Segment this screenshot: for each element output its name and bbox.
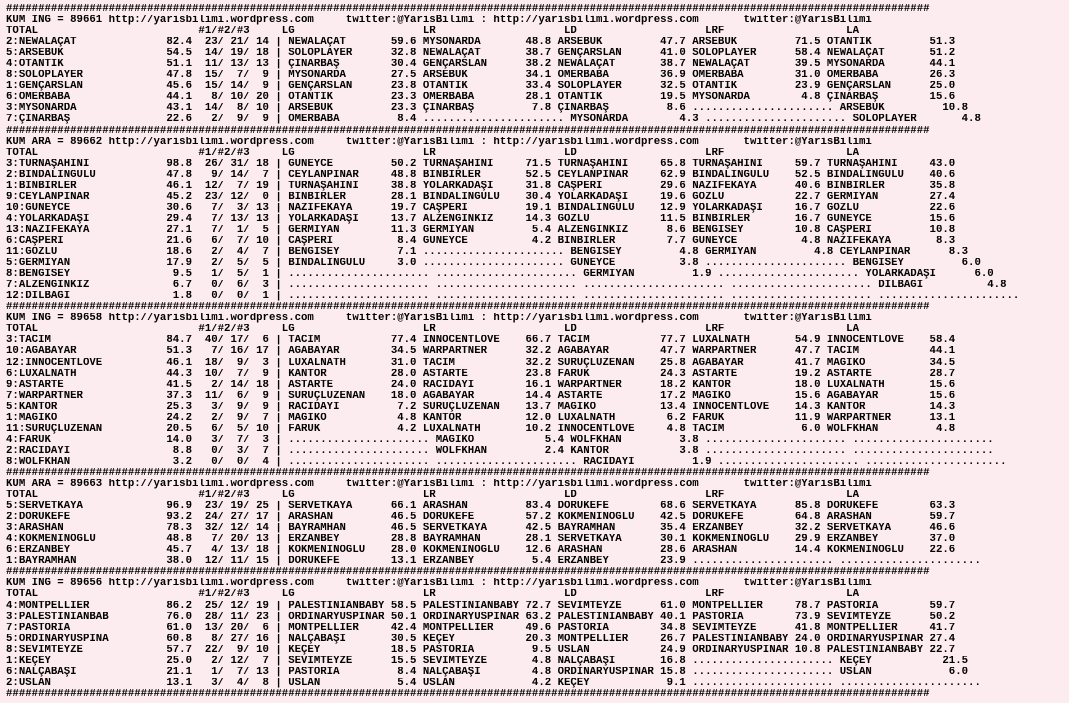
horse-row-line: 7:PASTORIA 61.0 13/ 20/ 6 | MONTPELLIER 42.4 MONTPELLIER 49.6 PASTORIA 34.8 SEVİMTEYZE 41.8 MONTPELLIER 41.7	[6, 622, 956, 634]
race-header-line: KUM ING = 89656 http://yarisbilimi.wordpress.com twitter:@YarisBilimi : http://yarisbilimi.wordpress.com twitter:@YarisBilimi	[6, 578, 872, 590]
horse-row-line: 12:DİLBAĞI 1.8 0/ 0/ 1 | ...................... ...................... ...................... ...................... ......................	[6, 291, 1020, 303]
horse-row-line: 4:FARUK 14.0 3/ 7/ 3 | ...................... MAGIKO 5.4 WOLFKHAN 3.8 ...................... ......................	[6, 434, 994, 446]
horse-row-line: 7:WARPARTNER 37.3 11/ 6/ 9 | SURUÇLUZENAN 18.0 AĞABAYAR 14.4 ASTARTE 17.2 MAGIKO 15.6 AĞABAYAR 15.6	[6, 390, 956, 402]
separator-line: ################################################################################################################################################	[6, 125, 930, 137]
column-header-line: TOTAL #1/#2/#3 LG LR LD LRF LA	[6, 324, 860, 336]
column-header-line: TOTAL #1/#2/#3 LG LR LD LRF LA	[6, 147, 860, 159]
horse-row-line: 8:SOLOPLAYER 47.8 15/ 7/ 9 | MYSONARDA 27.5 ARSEBÜK 34.1 ÖMERBABA 36.9 ÖMERBABA 31.0 ÖMERBABA 26.3	[6, 70, 956, 82]
horse-row-line: 10:GÜNEYCE 30.6 7/ 3/ 13 | NAZİFEKAYA 19.7 CAŞPERİ 19.1 BİNDALINGÜLÜ 12.9 YOLARKADAŞI 16.7 GÖZLÜ 22.6	[6, 202, 956, 214]
horse-row-line: 1:KEÇEY 25.0 2/ 12/ 7 | SEVİMTEYZE 15.5 SEVİMTEYZE 4.8 NALÇABAŞI 16.8 ...................... KEÇEY 21.5	[6, 655, 969, 667]
horse-row-line: 1:MAGIKO 24.2 2/ 9/ 7 | MAGIKO 4.8 KANTOR 12.0 LUXALNATH 6.2 FARUK 11.9 WARPARTNER 13.1	[6, 412, 956, 424]
horse-row-line: 11:GÖZLÜ 18.6 2/ 4/ 7 | BENGİSEY 7.1 ...................... BENGİSEY 4.8 GERMİYAN 4.8 CEYLANPINAR 8.3	[6, 247, 969, 259]
horse-row-line: 2:NEWALAÇAT 82.4 23/ 21/ 14 | NEWALAÇAT 59.6 MYSONARDA 48.8 ARSEBÜK 47.7 ARSEBÜK 71.5 OTANTİK 51.3	[6, 37, 956, 49]
horse-row-line: 2:BİNDALINGÜLÜ 47.8 9/ 14/ 7 | CEYLANPINAR 48.8 BİNBİRLER 52.5 CEYLANPINAR 62.9 BİNDALINGÜLÜ 52.5 BİNDALINGÜLÜ 40.6	[6, 169, 956, 181]
horse-row-line: 3:MYSONARDA 43.1 14/ 8/ 10 | ARSEBÜK 23.3 ÇINARBAŞ 7.8 ÇINARBAŞ 8.6 ...................... ARSEBÜK 10.8	[6, 103, 969, 115]
race-header-line: KUM ING = 89658 http://yarisbilimi.wordpress.com twitter:@YarisBilimi : http://yarisbilimi.wordpress.com twitter:@YarisBilimi	[6, 313, 872, 325]
separator-line: ################################################################################################################################################	[6, 467, 930, 479]
horse-row-line: 7:ÇINARBAŞ 22.6 2/ 9/ 9 | ÖMERBABA 8.4 ...................... MYSONARDA 4.3 ...................... SOLOPLAYER 4.8	[6, 114, 981, 126]
horse-row-line: 6:CAŞPERİ 21.6 6/ 7/ 10 | CAŞPERİ 8.4 GÜNEYCE 4.2 BİNBİRLER 7.7 GÜNEYCE 4.8 NAZİFEKAYA 8.3	[6, 235, 956, 247]
column-header-line: TOTAL #1/#2/#3 LG LR LD LRF LA	[6, 490, 860, 502]
horse-row-line: 9:ASTARTE 41.5 2/ 14/ 18 | ASTARTE 24.0 RACIDAYI 16.1 WARPARTNER 18.2 KANTOR 18.0 LUXALNATH 15.6	[6, 379, 956, 391]
horse-row-line: 1:BİNBİRLER 46.1 12/ 7/ 19 | TURNAŞAHİNİ 38.8 YOLARKADAŞI 31.8 CAŞPERİ 29.6 NAZİFEKAYA 40.6 BİNBİRLER 35.8	[6, 180, 956, 192]
horse-row-line: 3:TURNAŞAHİNİ 98.8 26/ 31/ 18 | GÜNEYCE 50.2 TURNAŞAHİNİ 71.5 TURNAŞAHİNİ 65.8 TURNAŞAHİNİ 59.7 TURNAŞAHİNİ 43.0	[6, 158, 956, 170]
horse-row-line: 7:ALZENGİNKIZ 6.7 0/ 6/ 3 | ...................... ...................... ...................... ...................... DİLBAĞI 4.8	[6, 280, 1007, 292]
horse-row-line: 6:ERZANBEY 45.7 4/ 13/ 18 | KÖKMENİNOĞLU 28.0 KÖKMENİNOĞLU 12.6 ARASHAN 28.6 ARASHAN 14.4 KÖKMENİNOĞLU 22.6	[6, 545, 956, 557]
separator-line: ################################################################################################################################################	[6, 688, 930, 700]
horse-row-line: 4:YOLARKADAŞI 29.4 7/ 13/ 13 | YOLARKADAŞI 13.7 ALZENGİNKIZ 14.3 GÖZLÜ 11.5 BİNBİRLER 16.7 GÜNEYCE 15.6	[6, 213, 956, 225]
column-header-line: TOTAL #1/#2/#3 LG LR LD LRF LA	[6, 26, 860, 38]
horse-row-line: 4:MONTPELLIER 86.2 25/ 12/ 19 | PALESTINIANBABY 58.5 PALESTINIANBABY 72.7 SEVİMTEYZE 61.0 MONTPELLIER 78.7 PASTORIA 59.7	[6, 600, 956, 612]
horse-row-line: 1:GENÇARSLAN 45.6 15/ 14/ 9 | GENÇARSLAN 23.8 OTANTİK 33.4 SOLOPLAYER 32.5 OTANTİK 23.9 GENÇARSLAN 25.0	[6, 81, 956, 93]
horse-row-line: 8:WOLFKHAN 3.2 0/ 0/ 4 | ...................... ...................... RACIDAYI 1.9 ...................... ......................	[6, 456, 1007, 468]
horse-row-line: 6:ÖMERBABA 44.1 8/ 10/ 20 | OTANTİK 23.3 ÖMERBABA 28.1 OTANTİK 19.5 MYSONARDA 4.8 ÇINARBAŞ 15.6	[6, 92, 956, 104]
horse-row-line: 5:SERVETKAYA 96.9 23/ 19/ 25 | SERVETKAYA 66.1 ARASHAN 83.4 DORUKEFE 68.6 SERVETKAYA 85.8 DORUKEFE 63.3	[6, 501, 956, 513]
horse-row-line: 1:BAYRAMHAN 38.0 12/ 11/ 15 | DORUKEFE 13.1 ERZANBEY 5.4 ERZANBEY 23.9 ...................... ......................	[6, 556, 981, 568]
horse-row-line: 2:DORUKEFE 93.2 24/ 27/ 17 | ARASHAN 46.5 DORUKEFE 57.2 KÖKMENİNOĞLU 42.5 DORUKEFE 64.8 ARASHAN 59.7	[6, 512, 956, 524]
separator-line: ################################################################################################################################################	[6, 302, 930, 314]
horse-row-line: 8:SEVİMTEYZE 57.7 22/ 9/ 10 | KEÇEY 18.5 PASTORIA 9.5 USLAN 24.9 ORDİNARYÜSPINAR 10.8 PALESTINIANBABY 22.7	[6, 644, 956, 656]
separator-line: ################################################################################################################################################	[6, 567, 930, 579]
horse-row-line: 3:PALESTINIANBAB 76.0 28/ 11/ 23 | ORDİNARYÜSPINAR 50.1 ORDİNARYÜSPINAR 63.2 PALESTINIANBABY 40.1 PASTORIA 73.9 SEVİMTEYZE 50.2	[6, 611, 956, 623]
horse-row-line: 6:NALÇABAŞI 21.1 1/ 7/ 13 | PASTORIA 8.4 NALÇABAŞI 4.8 ORDİNARYÜSPINAR 15.8 ...................... USLAN 6.0	[6, 666, 969, 678]
horse-row-line: 10:AĞABAYAR 51.3 7/ 16/ 17 | AĞABAYAR 34.5 WARPARTNER 32.2 AĞABAYAR 47.7 WARPARTNER 47.7 TACIM 44.1	[6, 346, 956, 358]
horse-row-line: 5:ARSEBÜK 54.5 14/ 19/ 18 | SOLOPLAYER 32.8 NEWALAÇAT 38.7 GENÇARSLAN 41.0 SOLOPLAYER 58.4 NEWALAÇAT 51.2	[6, 48, 956, 60]
race-header-line: KUM ARA = 89662 http://yarisbilimi.wordpress.com twitter:@YarisBilimi : http://yarisbilimi.wordpress.com twitter:@YarisBilimi	[6, 136, 872, 148]
horse-row-line: 5:ORDİNARYÜSPINA 60.8 8/ 27/ 16 | NALÇABAŞI 30.5 KEÇEY 20.3 MONTPELLIER 26.7 PALESTINIANBABY 24.0 ORDİNARYÜSPINAR 27.4	[6, 633, 956, 645]
horse-row-line: 9:CEYLANPINAR 45.2 23/ 12/ 0 | BİNBİRLER 28.1 BİNDALINGÜLÜ 30.4 YOLARKADAŞI 19.6 GÖZLÜ 22.7 GERMİYAN 27.4	[6, 191, 956, 203]
horse-row-line: 11:SURUÇLUZENAN 20.5 6/ 5/ 10 | FARUK 4.2 LUXALNATH 10.2 INNOCENTLOVE 4.8 TACIM 6.0 WOLFKHAN 4.8	[6, 423, 956, 435]
horse-row-line: 13:NAZİFEKAYA 27.1 7/ 1/ 5 | GERMİYAN 11.3 GERMİYAN 5.4 ALZENGİNKIZ 8.6 BENGİSEY 10.8 CAŞPERİ 10.8	[6, 224, 956, 236]
horse-row-line: 4:OTANTİK 51.1 11/ 13/ 13 | ÇINARBAŞ 30.4 GENÇARSLAN 38.2 NEWALAÇAT 38.7 NEWALAÇAT 39.5 MYSONARDA 44.1	[6, 59, 956, 71]
separator-line: ################################################################################################################################################	[6, 4, 930, 15]
horse-row-line: 5:GERMİYAN 17.9 2/ 5/ 5 | BİNDALINGÜLÜ 3.0 ...................... GÜNEYCE 3.8 ...................... BENGİSEY 6.0	[6, 258, 981, 270]
column-header-line: TOTAL #1/#2/#3 LG LR LD LRF LA	[6, 589, 860, 601]
horse-row-line: 8:BENGİSEY 9.5 1/ 5/ 1 | ...................... ...................... GERMİYAN 1.9 ...................... YOLARKADAŞI 6.0	[6, 269, 994, 281]
horse-row-line: 12:INNOCENTLOVE 46.1 18/ 9/ 3 | LUXALNATH 31.0 TACIM 32.2 SURUÇLUZENAN 25.8 AĞABAYAR 41.7 MAGIKO 34.5	[6, 357, 956, 369]
horse-row-line: 2:USLAN 13.1 3/ 4/ 8 | USLAN 5.4 USLAN 4.2 KEÇEY 9.1 ...................... ......................	[6, 677, 981, 689]
race-header-line: KUM ARA = 89663 http://yarisbilimi.wordpress.com twitter:@YarisBilimi : http://yarisbilimi.wordpress.com twitter:@YarisBilimi	[6, 479, 872, 491]
horse-row-line: 3:ARASHAN 78.3 32/ 12/ 14 | BAYRAMHAN 46.5 SERVETKAYA 42.5 BAYRAMHAN 35.4 ERZANBEY 32.2 SERVETKAYA 46.6	[6, 523, 956, 535]
horse-row-line: 6:LUXALNATH 44.3 10/ 7/ 9 | KANTOR 28.0 ASTARTE 23.8 FARUK 24.3 ASTARTE 19.2 ASTARTE 28.7	[6, 368, 956, 380]
horse-row-line: 5:KANTOR 25.3 3/ 9/ 9 | RACIDAYI 7.2 SURUÇLUZENAN 13.7 MAGIKO 13.4 INNOCENTLOVE 14.3 KANTOR 14.3	[6, 401, 956, 413]
horse-row-line: 3:TACIM 84.7 40/ 17/ 6 | TACIM 77.4 INNOCENTLOVE 66.7 TACIM 77.7 LUXALNATH 54.9 INNOCENTLOVE 58.4	[6, 335, 956, 347]
horse-row-line: 4:KÖKMENİNOĞLU 48.8 7/ 20/ 13 | ERZANBEY 28.8 BAYRAMHAN 28.1 SERVETKAYA 30.1 KÖKMENİNOĞLU 29.9 ERZANBEY 37.0	[6, 534, 956, 546]
race-header-line: KUM ING = 89661 http://yarisbilimi.wordpress.com twitter:@YarisBilimi : http://yarisbilimi.wordpress.com twitter:@YarisBilimi	[6, 15, 872, 27]
horse-row-line: 2:RACIDAYI 8.8 0/ 3/ 7 | ...................... WOLFKHAN 2.4 KANTOR 3.8 ...................... ......................	[6, 445, 994, 457]
